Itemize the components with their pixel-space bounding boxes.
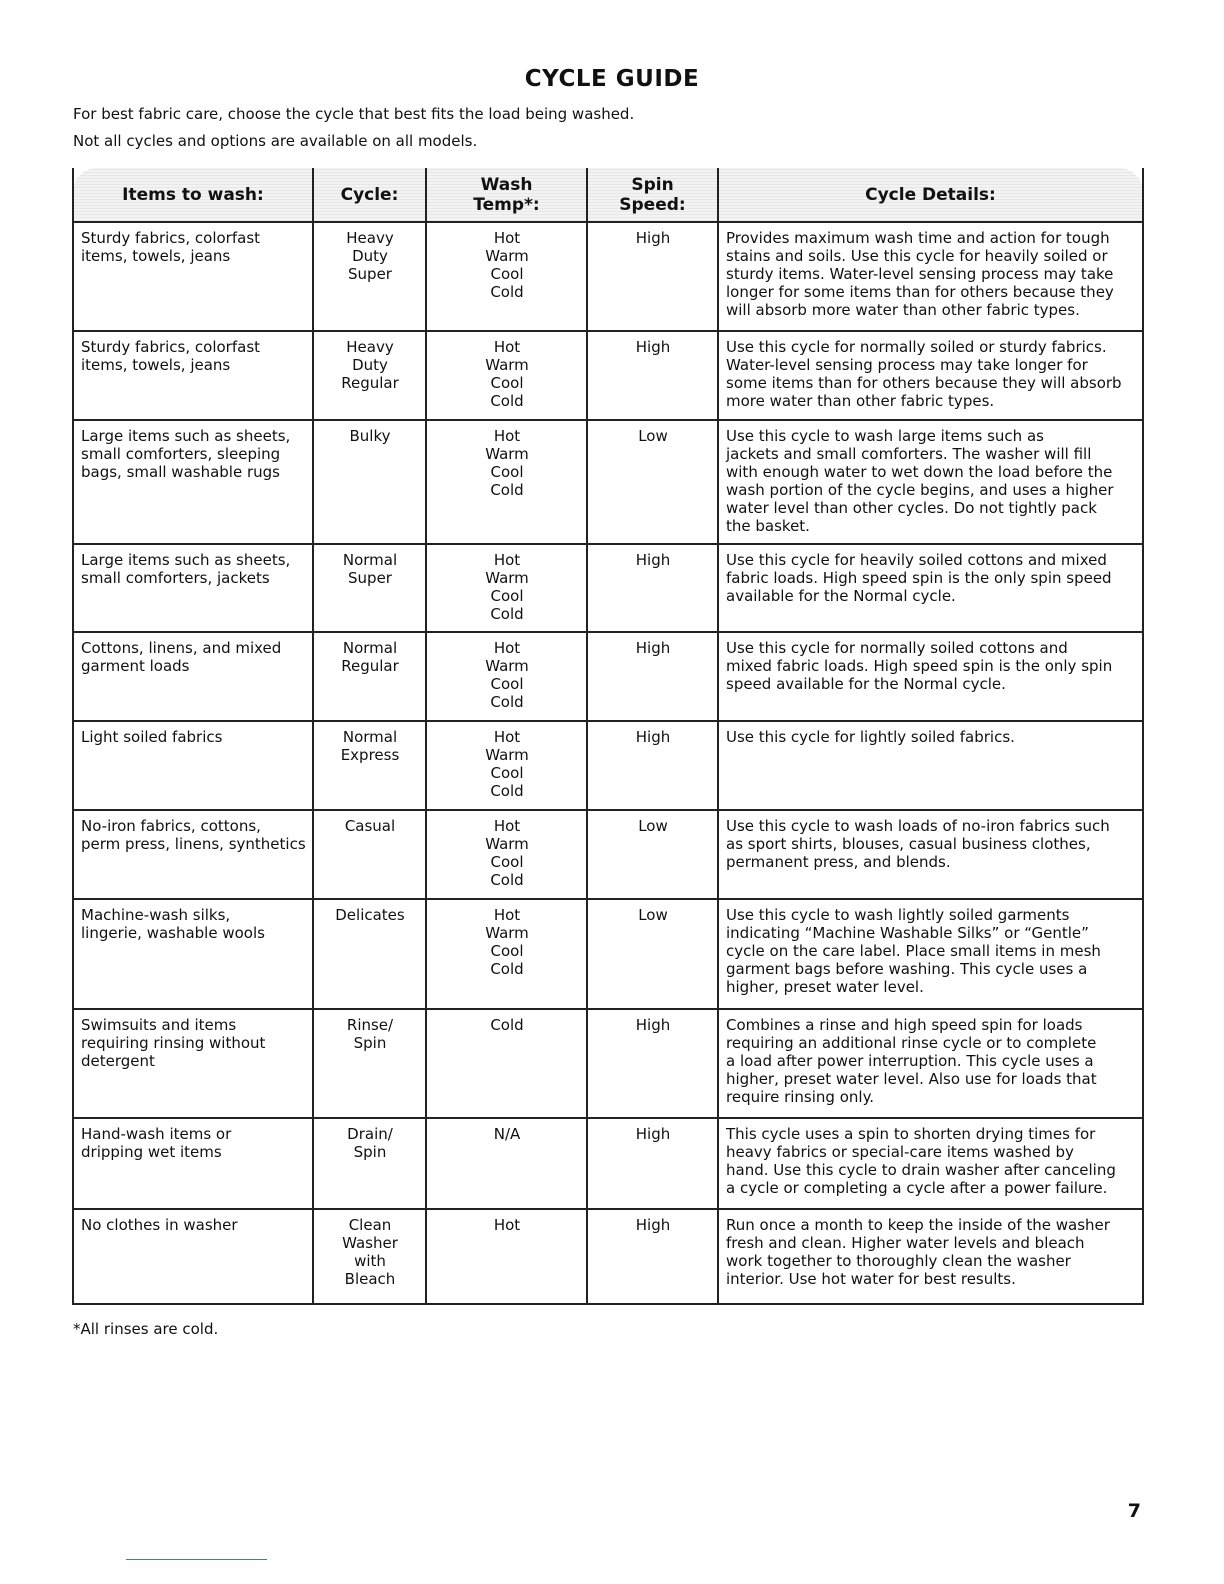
cell-line: items, towels, jeans <box>81 356 231 374</box>
cell-line: Cold <box>490 605 524 623</box>
cell-line: available for the Normal cycle. <box>726 587 956 605</box>
wash-temp-cell <box>426 222 587 331</box>
cell-line: Cold <box>490 960 524 978</box>
cell-line: Sturdy fabrics, colorfast <box>81 338 261 356</box>
cell-line: Hot <box>493 817 521 835</box>
cell-line: a load after power interruption. This cycle uses a <box>726 1052 1094 1070</box>
wash-temp-cell <box>426 721 587 810</box>
cell-line: Hot <box>493 229 521 247</box>
cell-line: Use this cycle for heavily soiled cottons and mixed <box>726 551 1107 569</box>
cell-line: Cold <box>490 693 524 711</box>
cell-line: Hot <box>493 639 521 657</box>
cell-line: Large items such as sheets, <box>81 427 291 445</box>
table-row <box>73 420 1143 544</box>
cell-line: higher, preset water level. Also use for loads that <box>726 1070 1097 1088</box>
cell-line: Regular <box>341 657 399 675</box>
cycle-cell <box>313 721 426 810</box>
cell-line: Warm <box>485 657 529 675</box>
cell-line: Normal <box>342 639 398 657</box>
cell-line: indicating “Machine Washable Silks” or “Gentle” <box>726 924 1089 942</box>
cell-line: Hot <box>493 551 521 569</box>
spin-speed-cell: High <box>587 1118 718 1209</box>
cell-line: some items than for others because they will absorb <box>726 374 1122 392</box>
cell-line: Washer <box>342 1234 398 1252</box>
cell-line: with enough water to wet down the load before the <box>726 463 1113 481</box>
cell-line: Hot <box>493 728 521 746</box>
cell-line: Use this cycle for normally soiled cottons and <box>726 639 1068 657</box>
cell-line: Normal <box>342 551 398 569</box>
cell-line: require rinsing only. <box>726 1088 875 1106</box>
cell-line: items, towels, jeans <box>81 247 231 265</box>
wash-temp-cell <box>426 810 587 899</box>
cell-line: as sport shirts, blouses, casual business clothes, <box>726 835 1091 853</box>
cell-line: garment bags before washing. This cycle uses a <box>726 960 1088 978</box>
wash-temp-cell <box>426 1209 587 1304</box>
cell-line: No clothes in washer <box>81 1216 238 1234</box>
cell-line: Water-level sensing process may take longer for <box>726 356 1088 374</box>
cycle-details-cell <box>718 544 1143 632</box>
cell-line: Heavy <box>346 229 394 247</box>
cell-line: Hot <box>493 427 521 445</box>
wash-temp-cell <box>426 544 587 632</box>
cell-line: Hand-wash items or <box>81 1125 232 1143</box>
cell-line: lingerie, washable wools <box>81 924 265 942</box>
cell-line: interior. Use hot water for best results. <box>726 1270 1016 1288</box>
cell-line: higher, preset water level. <box>726 978 924 996</box>
spin-speed-cell: High <box>587 1209 718 1304</box>
header-cycle: Cycle: <box>313 168 426 222</box>
cell-line: sturdy items. Water-level sensing process may take <box>726 265 1114 283</box>
cell-line: Swimsuits and items <box>81 1016 237 1034</box>
cycle-cell <box>313 1009 426 1118</box>
cell-line: Use this cycle for lightly soiled fabrics. <box>726 728 1015 746</box>
cell-line: Spin <box>353 1034 387 1052</box>
cell-line: requiring an additional rinse cycle or to complete <box>726 1034 1097 1052</box>
cell-line: N/A <box>493 1125 521 1143</box>
cell-line: heavy fabrics or special-care items washed by <box>726 1143 1074 1161</box>
cell-line: garment loads <box>81 657 190 675</box>
cell-line: small comforters, sleeping <box>81 445 281 463</box>
cell-line: Run once a month to keep the inside of the washer <box>726 1216 1110 1234</box>
cycle-details-cell <box>718 721 1143 810</box>
table-row <box>73 544 1143 632</box>
cell-line: small comforters, jackets <box>81 569 270 587</box>
cell-line: Duty <box>352 356 388 374</box>
cycle-details-cell <box>718 331 1143 420</box>
items-cell <box>73 810 313 899</box>
table-row <box>73 222 1143 331</box>
table-header-row <box>73 168 1143 222</box>
table-row <box>73 810 1143 899</box>
cell-line: Super <box>348 569 392 587</box>
cycle-details-cell <box>718 1118 1143 1209</box>
cell-line: Warm <box>485 569 529 587</box>
cell-line: Cool <box>490 265 524 283</box>
cell-line: Machine-wash silks, <box>81 906 231 924</box>
cell-line: Use this cycle to wash loads of no-iron fabrics such <box>726 817 1110 835</box>
cell-line: Cold <box>490 392 524 410</box>
spin-speed-cell: High <box>587 1009 718 1118</box>
cell-line: jackets and small comforters. The washer will fill <box>726 445 1092 463</box>
cell-line: Combines a rinse and high speed spin for loads <box>726 1016 1083 1034</box>
items-cell <box>73 1009 313 1118</box>
cell-line: Provides maximum wash time and action for tough <box>726 229 1110 247</box>
cell-line: Cold <box>490 782 524 800</box>
wash-temp-cell <box>426 331 587 420</box>
cell-line: the basket. <box>726 517 810 535</box>
cell-line: permanent press, and blends. <box>726 853 951 871</box>
cell-line: Super <box>348 265 392 283</box>
cell-line: Cold <box>490 1016 524 1034</box>
table-row <box>73 632 1143 721</box>
cell-line: Heavy <box>346 338 394 356</box>
intro-line-2: Not all cycles and options are available on all models. <box>73 132 478 150</box>
cell-line: requiring rinsing without <box>81 1034 266 1052</box>
spin-speed-cell: High <box>587 632 718 721</box>
cell-line: Cool <box>490 853 524 871</box>
cell-line: Duty <box>352 247 388 265</box>
cell-line: with <box>354 1252 386 1270</box>
cell-line: fresh and clean. Higher water levels and bleach <box>726 1234 1085 1252</box>
spin-speed-cell: High <box>587 721 718 810</box>
table-row <box>73 1118 1143 1209</box>
cycle-cell <box>313 420 426 544</box>
items-cell <box>73 721 313 810</box>
items-cell <box>73 632 313 721</box>
header-cycle-details: Cycle Details: <box>718 168 1143 222</box>
cell-line: detergent <box>81 1052 155 1070</box>
cell-line: Cold <box>490 481 524 499</box>
table-row <box>73 721 1143 810</box>
cell-line: Bulky <box>349 427 391 445</box>
cycle-details-cell <box>718 632 1143 721</box>
items-cell <box>73 1118 313 1209</box>
cell-line: No-iron fabrics, cottons, <box>81 817 261 835</box>
cycle-details-cell <box>718 420 1143 544</box>
cycle-cell <box>313 222 426 331</box>
cell-line: Hot <box>493 1216 521 1234</box>
cell-line: Cottons, linens, and mixed <box>81 639 282 657</box>
cell-line: Warm <box>485 445 529 463</box>
items-cell <box>73 222 313 331</box>
cell-line: Warm <box>485 247 529 265</box>
cell-line: Use this cycle to wash large items such as <box>726 427 1044 445</box>
cell-line: Cool <box>490 675 524 693</box>
header-wash-temp: Wash Temp*: <box>426 168 587 222</box>
cell-line: dripping wet items <box>81 1143 222 1161</box>
table-row <box>73 899 1143 1009</box>
cell-line: Regular <box>341 374 399 392</box>
header-items-to-wash: Items to wash: <box>73 168 313 222</box>
cell-line: Use this cycle to wash lightly soiled garments <box>726 906 1070 924</box>
wash-temp-cell <box>426 1009 587 1118</box>
cycle-cell <box>313 1209 426 1304</box>
cycle-cell <box>313 331 426 420</box>
items-cell <box>73 331 313 420</box>
cell-line: Large items such as sheets, <box>81 551 291 569</box>
cycle-details-cell <box>718 1009 1143 1118</box>
cell-line: Drain/ <box>347 1125 393 1143</box>
table-row <box>73 1009 1143 1118</box>
cell-line: Delicates <box>335 906 405 924</box>
cell-line: Hot <box>493 338 521 356</box>
cell-line: longer for some items than for others because they <box>726 283 1114 301</box>
cell-line: more water than other fabric types. <box>726 392 995 410</box>
cell-line: water level than other cycles. Do not tightly pack <box>726 499 1097 517</box>
cell-line: hand. Use this cycle to drain washer after canceling <box>726 1161 1116 1179</box>
intro-line-1: For best fabric care, choose the cycle that best fits the load being washed. <box>73 105 635 123</box>
cell-line: will absorb more water than other fabric types. <box>726 301 1080 319</box>
wash-temp-cell <box>426 420 587 544</box>
cell-line: speed available for the Normal cycle. <box>726 675 1006 693</box>
spin-speed-cell: Low <box>587 899 718 1009</box>
spin-speed-cell: High <box>587 331 718 420</box>
cycle-cell <box>313 899 426 1009</box>
cycle-details-cell <box>718 899 1143 1009</box>
cell-line: Cool <box>490 463 524 481</box>
cell-line: Casual <box>344 817 396 835</box>
cell-line: Cool <box>490 764 524 782</box>
cell-line: Cold <box>490 283 524 301</box>
cycle-cell <box>313 544 426 632</box>
wash-temp-cell <box>426 1118 587 1209</box>
footnote: *All rinses are cold. <box>73 1320 219 1338</box>
cell-line: wash portion of the cycle begins, and uses a higher <box>726 481 1114 499</box>
cell-line: Express <box>340 746 400 764</box>
spin-speed-cell: High <box>587 222 718 331</box>
items-cell <box>73 1209 313 1304</box>
wash-temp-cell <box>426 899 587 1009</box>
cycle-details-cell <box>718 810 1143 899</box>
cell-line: Cool <box>490 374 524 392</box>
items-cell <box>73 544 313 632</box>
cell-line: perm press, linens, synthetics <box>81 835 306 853</box>
cycle-cell <box>313 810 426 899</box>
cell-line: Light soiled fabrics <box>81 728 223 746</box>
cell-line: Sturdy fabrics, colorfast <box>81 229 261 247</box>
cell-line: Normal <box>342 728 398 746</box>
cell-line: Warm <box>485 835 529 853</box>
table-row <box>73 1209 1143 1304</box>
cell-line: This cycle uses a spin to shorten drying times for <box>726 1125 1096 1143</box>
cell-line: Cold <box>490 871 524 889</box>
items-cell <box>73 899 313 1009</box>
cell-line: mixed fabric loads. High speed spin is the only spin <box>726 657 1113 675</box>
cycle-details-cell <box>718 1209 1143 1304</box>
cell-line: a cycle or completing a cycle after a power failure. <box>726 1179 1108 1197</box>
cell-line: stains and soils. Use this cycle for heavily soiled or <box>726 247 1108 265</box>
cell-line: bags, small washable rugs <box>81 463 280 481</box>
cell-line: Cool <box>490 942 524 960</box>
cell-line: Spin <box>353 1143 387 1161</box>
spin-speed-cell: High <box>587 544 718 632</box>
cycle-cell <box>313 632 426 721</box>
cell-line: Warm <box>485 746 529 764</box>
table-row <box>73 331 1143 420</box>
cell-line: Clean <box>348 1216 392 1234</box>
cycle-cell <box>313 1118 426 1209</box>
cell-line: Warm <box>485 924 529 942</box>
wash-temp-cell <box>426 632 587 721</box>
header-spin-speed: Spin Speed: <box>587 168 718 222</box>
cycle-guide-table <box>72 168 1144 1305</box>
spin-speed-cell: Low <box>587 420 718 544</box>
cell-line: cycle on the care label. Place small items in mesh <box>726 942 1101 960</box>
page-title: CYCLE GUIDE <box>524 66 700 92</box>
page-number: 7 <box>1127 1500 1141 1522</box>
cell-line: Rinse/ <box>346 1016 394 1034</box>
cell-line: Cool <box>490 587 524 605</box>
cell-line: Bleach <box>344 1270 396 1288</box>
cell-line: fabric loads. High speed spin is the only spin speed <box>726 569 1112 587</box>
cell-line: Hot <box>493 906 521 924</box>
divider-line <box>126 1559 267 1560</box>
cell-line: Warm <box>485 356 529 374</box>
cell-line: work together to thoroughly clean the washer <box>726 1252 1071 1270</box>
spin-speed-cell: Low <box>587 810 718 899</box>
cycle-details-cell <box>718 222 1143 331</box>
items-cell <box>73 420 313 544</box>
cell-line: Use this cycle for normally soiled or sturdy fabrics. <box>726 338 1107 356</box>
